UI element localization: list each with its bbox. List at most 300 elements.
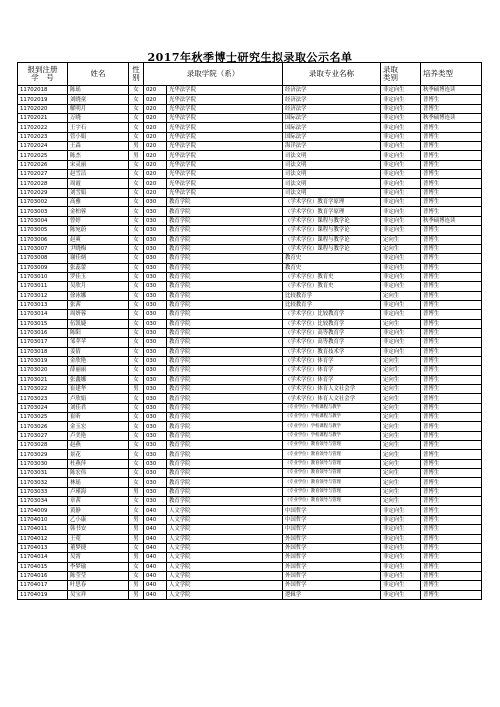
college-cell: 教育学院 [167, 497, 283, 506]
table-body [18, 86, 482, 600]
table-row [18, 385, 482, 394]
college-code-cell: 040 [144, 534, 167, 543]
table-row [18, 188, 482, 197]
table-row [18, 422, 482, 431]
admission-type-cell: 定向生 [381, 375, 421, 384]
name-cell: 叶思春 [68, 581, 129, 590]
admission-type-cell: 非定向生 [381, 272, 421, 281]
name-cell: 卢美艳 [68, 431, 129, 440]
college-cell: 教育学院 [167, 375, 283, 384]
gender-cell: 女 [129, 207, 144, 216]
training-type-cell: 普博生 [421, 515, 482, 524]
training-type-cell: 普博生 [421, 385, 482, 394]
training-type-cell: 普博生 [421, 459, 482, 468]
training-type-cell: 普博生 [421, 553, 482, 562]
major-cell: 外国哲学 [283, 562, 381, 571]
reg-no-cell: 11703020 [18, 366, 68, 375]
reg-no-cell: 11703032 [18, 478, 68, 487]
major-cell: 外国哲学 [283, 571, 381, 580]
name-cell: 伍凯婕 [68, 319, 129, 328]
table-row [18, 244, 482, 253]
college-cell: 教育学院 [167, 207, 283, 216]
reg-no-cell: 11703025 [18, 413, 68, 422]
table-row [18, 300, 482, 309]
gender-cell: 女 [129, 300, 144, 309]
major-cell: （专业学位）学校课程与教学 [283, 431, 381, 440]
admission-type-cell: 定向生 [381, 403, 421, 412]
college-cell: 光华法学院 [167, 132, 283, 141]
college-code-cell: 040 [144, 515, 167, 524]
reg-no-cell: 11702023 [18, 132, 68, 141]
header-row [18, 63, 482, 86]
major-cell: （专业学位）教育领导与管理 [283, 450, 381, 459]
name-cell: 薛丽丽 [68, 366, 129, 375]
gender-cell: 男 [129, 590, 144, 599]
header-major: 录取专业名称 [283, 63, 381, 86]
table-row [18, 459, 482, 468]
admission-type-cell: 非定向生 [381, 328, 421, 337]
college-cell: 教育学院 [167, 431, 283, 440]
training-type-cell: 普博生 [421, 562, 482, 571]
reg-no-cell: 11703023 [18, 394, 68, 403]
admission-type-cell: 定向生 [381, 385, 421, 394]
major-cell: （学术学位）体育人文社会学 [283, 385, 381, 394]
major-cell: 司法文明 [283, 151, 381, 160]
college-code-cell: 030 [144, 272, 167, 281]
training-type-cell: 普博生 [421, 170, 482, 179]
college-cell: 教育学院 [167, 282, 283, 291]
college-code-cell: 030 [144, 207, 167, 216]
college-cell: 教育学院 [167, 226, 283, 235]
admission-type-cell: 定向生 [381, 244, 421, 253]
table-row [18, 590, 482, 599]
name-cell: 陈阳 [68, 328, 129, 337]
major-cell: （学术学位）课程与教学论 [283, 244, 381, 253]
header-type-line1: 录取 [383, 65, 398, 74]
admission-type-cell: 非定向生 [381, 160, 421, 169]
gender-cell: 女 [129, 469, 144, 478]
admission-type-cell: 非定向生 [381, 254, 421, 263]
training-type-cell: 普博生 [421, 487, 482, 496]
college-cell: 教育学院 [167, 319, 283, 328]
college-cell: 教育学院 [167, 244, 283, 253]
reg-no-cell: 11703019 [18, 356, 68, 365]
gender-cell: 女 [129, 431, 144, 440]
name-cell: 陈杰 [68, 151, 129, 160]
reg-no-cell: 11703009 [18, 263, 68, 272]
reg-no-cell: 11704015 [18, 562, 68, 571]
gender-cell: 女 [129, 413, 144, 422]
admission-type-cell: 非定向生 [381, 104, 421, 113]
header-reg-no-line2: 学 号 [31, 73, 54, 82]
major-cell: （学术学位）体育学 [283, 366, 381, 375]
college-cell: 教育学院 [167, 469, 283, 478]
college-code-cell: 030 [144, 431, 167, 440]
admission-type-cell: 非定向生 [381, 216, 421, 225]
admission-type-cell: 定向生 [381, 394, 421, 403]
college-code-cell: 030 [144, 216, 167, 225]
training-type-cell: 普博生 [421, 375, 482, 384]
reg-no-cell: 11704010 [18, 515, 68, 524]
header-college: 录取学院（系） [144, 63, 283, 86]
training-type-cell: 普博生 [421, 179, 482, 188]
reg-no-cell: 11703003 [18, 207, 68, 216]
college-code-cell: 040 [144, 581, 167, 590]
name-cell: 刘晓童 [68, 95, 129, 104]
admission-type-cell: 非定向生 [381, 553, 421, 562]
training-type-cell: 普博生 [421, 160, 482, 169]
admission-type-cell: 定向生 [381, 422, 421, 431]
major-cell: （学术学位）高等教育学 [283, 328, 381, 337]
name-cell: 刘雪娟 [68, 188, 129, 197]
training-type-cell: 普博生 [421, 300, 482, 309]
reg-no-cell: 11703004 [18, 216, 68, 225]
major-cell: 国际法学 [283, 114, 381, 123]
admission-type-cell: 非定向生 [381, 132, 421, 141]
college-cell: 教育学院 [167, 328, 283, 337]
college-code-cell: 040 [144, 562, 167, 571]
reg-no-cell: 11704019 [18, 590, 68, 599]
college-cell: 光华法学院 [167, 86, 283, 95]
name-cell: 杜燕萍 [68, 459, 129, 468]
name-cell: 邹苹苹 [68, 338, 129, 347]
training-type-cell: 普博生 [421, 478, 482, 487]
table-row [18, 506, 482, 515]
reg-no-cell: 11703033 [18, 487, 68, 496]
admission-type-cell: 非定向生 [381, 347, 421, 356]
major-cell: 外国哲学 [283, 543, 381, 552]
reg-no-cell: 11703030 [18, 459, 68, 468]
gender-cell: 男 [129, 581, 144, 590]
major-cell: 司法文明 [283, 170, 381, 179]
major-cell: 中国哲学 [283, 515, 381, 524]
table-row [18, 216, 482, 225]
major-cell: （专业学位）学校课程与教学 [283, 403, 381, 412]
college-cell: 光华法学院 [167, 142, 283, 151]
admission-type-cell: 非定向生 [381, 226, 421, 235]
major-cell: 经济法学 [283, 95, 381, 104]
college-code-cell: 030 [144, 300, 167, 309]
college-cell: 人文学院 [167, 534, 283, 543]
name-cell: 韩书安 [68, 525, 129, 534]
reg-no-cell: 11704017 [18, 581, 68, 590]
header-name: 姓名 [68, 63, 129, 86]
reg-no-cell: 11702026 [18, 160, 68, 169]
training-type-cell: 普博生 [421, 581, 482, 590]
gender-cell: 女 [129, 86, 144, 95]
college-code-cell: 030 [144, 356, 167, 365]
college-code-cell: 030 [144, 263, 167, 272]
table-row [18, 515, 482, 524]
training-type-cell: 普博生 [421, 356, 482, 365]
name-cell: 尹晓梅 [68, 244, 129, 253]
college-code-cell: 030 [144, 487, 167, 496]
training-type-cell: 普博生 [421, 394, 482, 403]
gender-cell: 男 [129, 534, 144, 543]
college-cell: 教育学院 [167, 441, 283, 450]
college-code-cell: 030 [144, 291, 167, 300]
gender-cell: 女 [129, 235, 144, 244]
college-cell: 教育学院 [167, 385, 283, 394]
name-cell: 卢瑾海 [68, 487, 129, 496]
admission-type-cell: 非定向生 [381, 207, 421, 216]
college-code-cell: 030 [144, 244, 167, 253]
gender-cell: 女 [129, 272, 144, 281]
college-cell: 教育学院 [167, 198, 283, 207]
table-row [18, 562, 482, 571]
major-cell: （学术学位）教育史 [283, 272, 381, 281]
table-row [18, 132, 482, 141]
training-type-cell: 普博生 [421, 226, 482, 235]
reg-no-cell: 11703002 [18, 198, 68, 207]
gender-cell: 女 [129, 216, 144, 225]
college-code-cell: 030 [144, 254, 167, 263]
admission-type-cell: 非定向生 [381, 179, 421, 188]
name-cell: 赵雪洁 [68, 170, 129, 179]
training-type-cell: 普博生 [421, 422, 482, 431]
table-row [18, 487, 482, 496]
reg-no-cell: 11703016 [18, 328, 68, 337]
college-cell: 教育学院 [167, 413, 283, 422]
training-type-cell: 普博生 [421, 506, 482, 515]
college-code-cell: 040 [144, 590, 167, 599]
reg-no-cell: 11702029 [18, 188, 68, 197]
college-cell: 光华法学院 [167, 95, 283, 104]
college-code-cell: 020 [144, 188, 167, 197]
college-code-cell: 040 [144, 506, 167, 515]
gender-cell: 男 [129, 385, 144, 394]
gender-cell: 女 [129, 160, 144, 169]
name-cell: 金玉宏 [68, 422, 129, 431]
college-code-cell: 040 [144, 543, 167, 552]
table-row [18, 104, 482, 113]
reg-no-cell: 11702028 [18, 179, 68, 188]
training-type-cell: 普博生 [421, 151, 482, 160]
table-row [18, 366, 482, 375]
reg-no-cell: 11703027 [18, 431, 68, 440]
college-cell: 光华法学院 [167, 151, 283, 160]
admission-type-cell: 定向生 [381, 469, 421, 478]
reg-no-cell: 11703005 [18, 226, 68, 235]
reg-no-cell: 11703028 [18, 441, 68, 450]
training-type-cell: 普博生 [421, 543, 482, 552]
gender-cell: 女 [129, 450, 144, 459]
reg-no-cell: 11703010 [18, 272, 68, 281]
college-code-cell: 030 [144, 282, 167, 291]
training-type-cell: 普博生 [421, 403, 482, 412]
table-row [18, 226, 482, 235]
name-cell: 王宇石 [68, 123, 129, 132]
header-gender [129, 63, 144, 86]
college-cell: 人文学院 [167, 515, 283, 524]
name-cell: 景花 [68, 450, 129, 459]
name-cell: 崔建华 [68, 385, 129, 394]
college-code-cell: 020 [144, 160, 167, 169]
college-code-cell: 020 [144, 132, 167, 141]
major-cell: 教育史 [283, 254, 381, 263]
gender-cell: 女 [129, 170, 144, 179]
college-code-cell: 030 [144, 347, 167, 356]
name-cell: 周妍蓉 [68, 310, 129, 319]
training-type-cell: 普博生 [421, 469, 482, 478]
major-cell: （学术学位）体育学 [283, 375, 381, 384]
admission-type-cell: 非定向生 [381, 581, 421, 590]
college-code-cell: 040 [144, 525, 167, 534]
reg-no-cell: 11703007 [18, 244, 68, 253]
major-cell: 司法文明 [283, 188, 381, 197]
college-cell: 光华法学院 [167, 170, 283, 179]
training-type-cell: 普博生 [421, 188, 482, 197]
table-row [18, 347, 482, 356]
name-cell: 卢欣娟 [68, 394, 129, 403]
reg-no-cell: 11703024 [18, 403, 68, 412]
reg-no-cell: 11704012 [18, 534, 68, 543]
name-cell: 吴宝祥 [68, 590, 129, 599]
reg-no-cell: 11704009 [18, 506, 68, 515]
major-cell: （专业学位）教育领导与管理 [283, 459, 381, 468]
gender-cell: 女 [129, 422, 144, 431]
gender-cell: 女 [129, 291, 144, 300]
college-code-cell: 030 [144, 497, 167, 506]
college-cell: 教育学院 [167, 478, 283, 487]
major-cell: 国际法学 [283, 123, 381, 132]
major-cell: 比较教育学 [283, 291, 381, 300]
table-row [18, 413, 482, 422]
college-code-cell: 030 [144, 385, 167, 394]
admission-type-cell: 非定向生 [381, 282, 421, 291]
admission-type-cell: 非定向生 [381, 506, 421, 515]
training-type-cell: 普博生 [421, 244, 482, 253]
header-reg-no [18, 63, 68, 86]
college-cell: 人文学院 [167, 506, 283, 515]
reg-no-cell: 11704016 [18, 571, 68, 580]
admission-type-cell: 非定向生 [381, 123, 421, 132]
major-cell: （学术学位）高等教育学 [283, 338, 381, 347]
name-cell: 宋灵丽 [68, 160, 129, 169]
name-cell: 姜倩 [68, 347, 129, 356]
major-cell: （专业学位）教育领导与管理 [283, 487, 381, 496]
training-type-cell: 普博生 [421, 142, 482, 151]
table-row [18, 450, 482, 459]
college-code-cell: 020 [144, 170, 167, 179]
table-row [18, 534, 482, 543]
reg-no-cell: 11702027 [18, 170, 68, 179]
table-row [18, 114, 482, 123]
table-row [18, 291, 482, 300]
admission-type-cell: 非定向生 [381, 188, 421, 197]
name-cell: 赵燕 [68, 441, 129, 450]
major-cell: 司法文明 [283, 160, 381, 169]
training-type-cell: 普博生 [421, 263, 482, 272]
header-admission-type [381, 63, 421, 86]
table-row [18, 179, 482, 188]
admission-type-cell: 非定向生 [381, 198, 421, 207]
name-cell: 张蕊蕾 [68, 263, 129, 272]
college-code-cell: 030 [144, 235, 167, 244]
table-row [18, 319, 482, 328]
table-row [18, 263, 482, 272]
college-cell: 教育学院 [167, 403, 283, 412]
college-code-cell: 030 [144, 422, 167, 431]
reg-no-cell: 11703006 [18, 235, 68, 244]
college-code-cell: 030 [144, 226, 167, 235]
admission-type-cell: 非定向生 [381, 151, 421, 160]
reg-no-cell: 11703013 [18, 300, 68, 309]
college-cell: 教育学院 [167, 291, 283, 300]
admission-type-cell: 非定向生 [381, 571, 421, 580]
major-cell: （学术学位）比较教育学 [283, 310, 381, 319]
gender-cell: 男 [129, 151, 144, 160]
major-cell: （专业学位）学校课程与教学 [283, 422, 381, 431]
reg-no-cell: 11703022 [18, 385, 68, 394]
name-cell: 金柏蓉 [68, 207, 129, 216]
major-cell: （学术学位）体育学 [283, 356, 381, 365]
admission-type-cell: 非定向生 [381, 515, 421, 524]
training-type-cell: 普博生 [421, 497, 482, 506]
admission-type-cell: 非定向生 [381, 86, 421, 95]
table-row [18, 469, 482, 478]
major-cell: 教育史 [283, 263, 381, 272]
college-cell: 教育学院 [167, 394, 283, 403]
college-code-cell: 020 [144, 151, 167, 160]
table-row [18, 170, 482, 179]
college-code-cell: 030 [144, 394, 167, 403]
gender-cell: 女 [129, 441, 144, 450]
admission-type-cell: 非定向生 [381, 562, 421, 571]
gender-cell: 女 [129, 366, 144, 375]
table-row [18, 160, 482, 169]
admission-type-cell: 非定向生 [381, 95, 421, 104]
name-cell: 万晓 [68, 114, 129, 123]
college-code-cell: 030 [144, 366, 167, 375]
admission-type-cell: 非定向生 [381, 534, 421, 543]
college-cell: 光华法学院 [167, 104, 283, 113]
college-code-cell: 040 [144, 571, 167, 580]
gender-cell: 女 [129, 403, 144, 412]
table-row [18, 441, 482, 450]
gender-cell: 女 [129, 543, 144, 552]
college-code-cell: 020 [144, 179, 167, 188]
table-row [18, 543, 482, 552]
table-row [18, 207, 482, 216]
name-cell: 李梦瑜 [68, 562, 129, 571]
training-type-cell: 普博生 [421, 347, 482, 356]
reg-no-cell: 11703011 [18, 282, 68, 291]
training-type-cell: 秋季硕博连读 [421, 114, 482, 123]
table-row [18, 198, 482, 207]
name-cell: 董梦捷 [68, 543, 129, 552]
name-cell: 林瑶 [68, 478, 129, 487]
major-cell: （学术学位）体育人文社会学 [283, 394, 381, 403]
admission-type-cell: 非定向生 [381, 525, 421, 534]
college-code-cell: 030 [144, 403, 167, 412]
major-cell: 国际法学 [283, 132, 381, 141]
name-cell: 徐冰娜 [68, 291, 129, 300]
gender-cell: 女 [129, 562, 144, 571]
training-type-cell: 普博生 [421, 319, 482, 328]
college-cell: 教育学院 [167, 300, 283, 309]
admission-type-cell: 定向生 [381, 319, 421, 328]
admission-type-cell: 定向生 [381, 478, 421, 487]
gender-cell: 女 [129, 132, 144, 141]
college-cell: 教育学院 [167, 272, 283, 281]
major-cell: （学术学位）比较教育学 [283, 319, 381, 328]
name-cell: 刘佳君 [68, 403, 129, 412]
college-cell: 光华法学院 [167, 160, 283, 169]
name-cell: 赵爽 [68, 235, 129, 244]
reg-no-cell: 11702020 [18, 104, 68, 113]
college-code-cell: 030 [144, 450, 167, 459]
